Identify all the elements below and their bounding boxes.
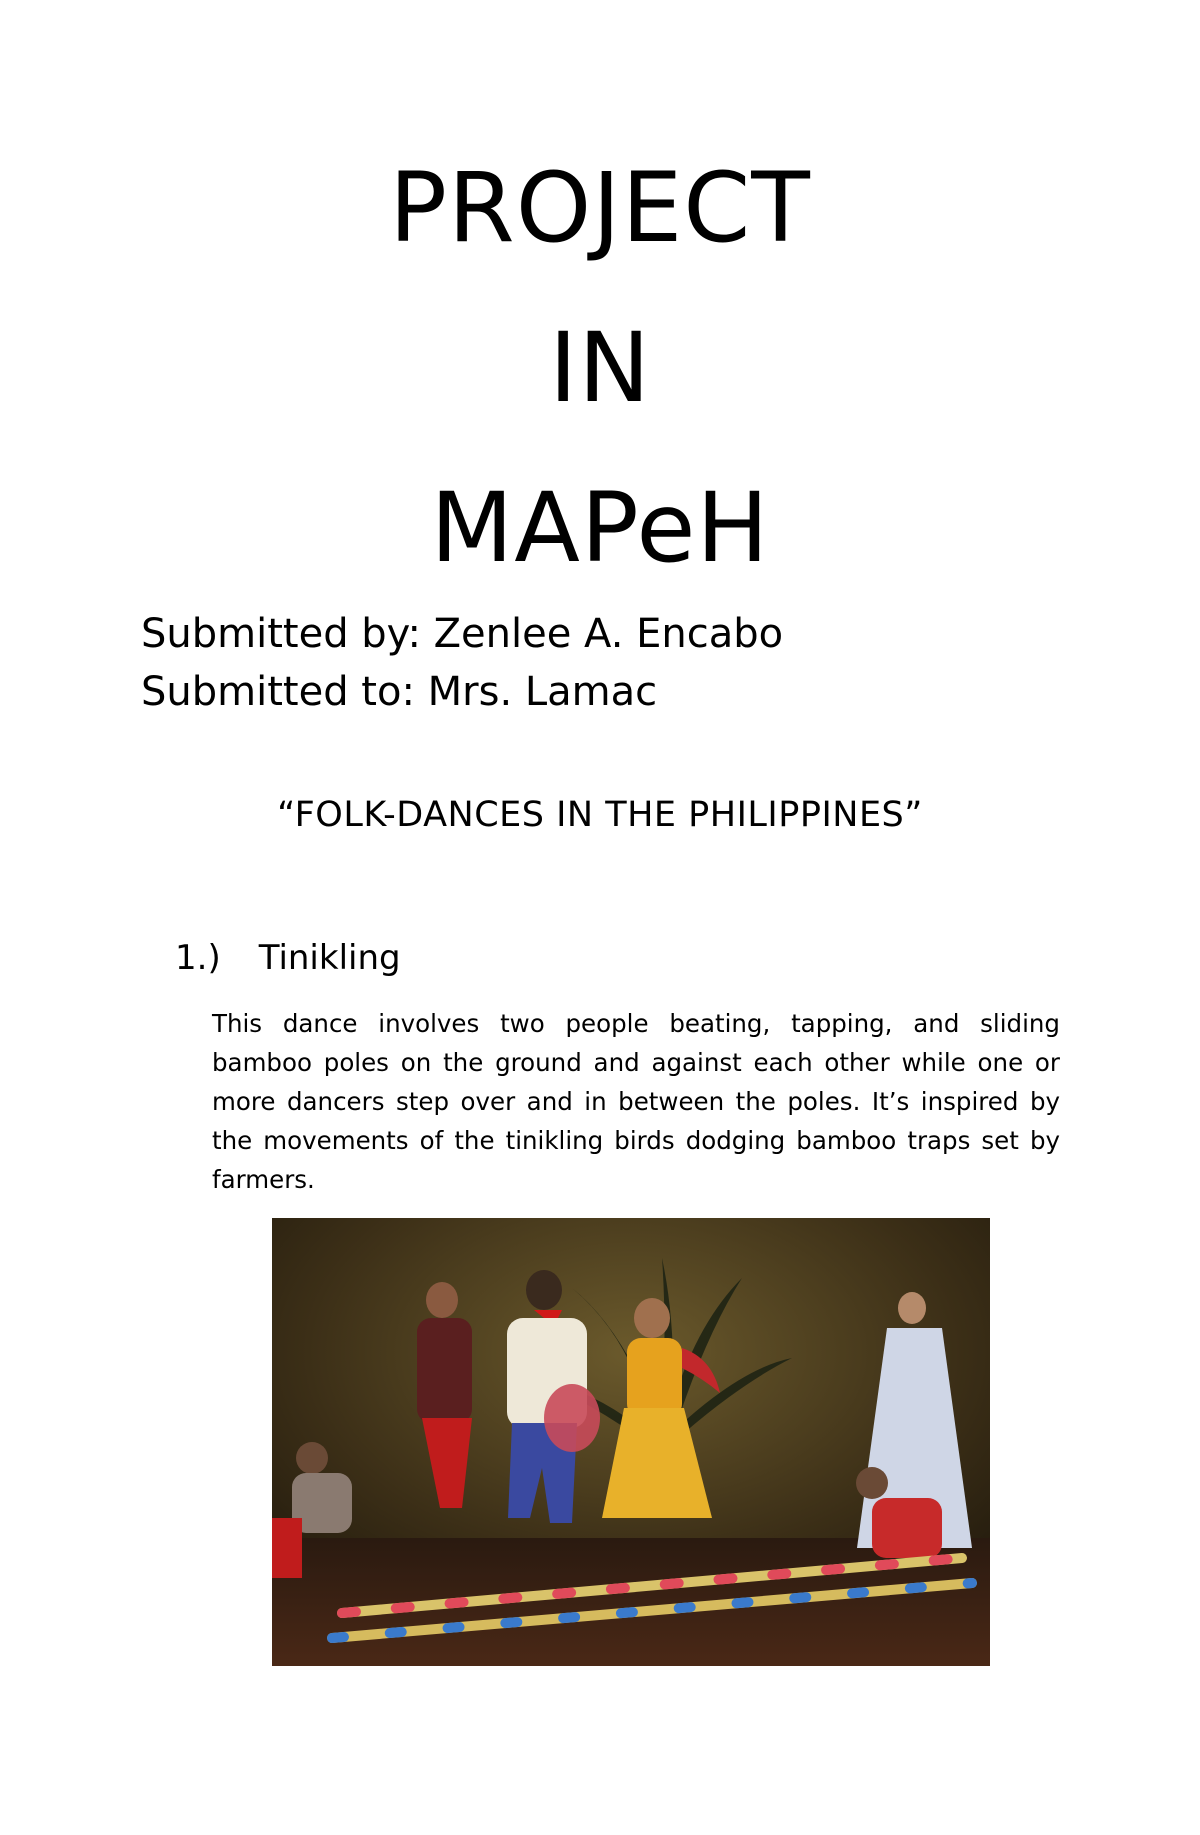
title-line-in: IN (548, 312, 652, 424)
title-line-subject: MAPeH (430, 472, 770, 584)
item-heading (175, 938, 401, 978)
section-title: “FOLK-DANCES IN THE PHILIPPINES” (277, 795, 923, 835)
submitted-to: Submitted to: Mrs. Lamac (141, 669, 658, 715)
item-number: 1.) (175, 938, 221, 978)
submitted-by: Submitted by: Zenlee A. Encabo (141, 611, 784, 657)
item-description: This dance involves two people beating, tapping, and sliding bamboo poles on the ground and against each other while one or more dancers step over and in between the poles. It’s inspired by the movements of the tinikling birds dodging bamboo traps set by farmers. (212, 1009, 1060, 1194)
tinikling-photo (272, 1218, 990, 1666)
item-name: Tinikling (258, 938, 401, 978)
title-line-project: PROJECT (389, 152, 811, 264)
